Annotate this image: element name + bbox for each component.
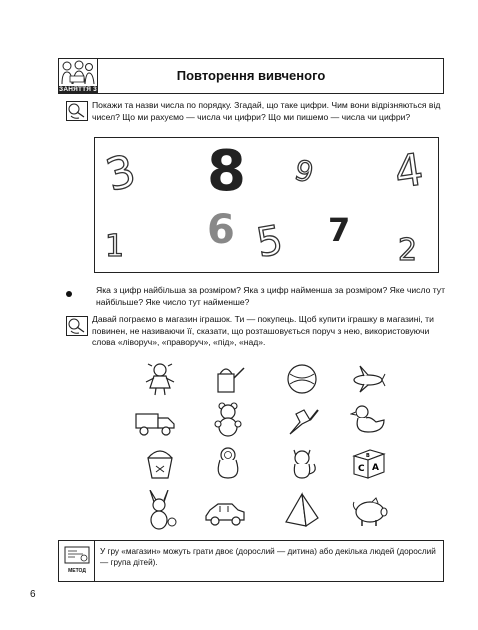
ball-icon [284,362,320,396]
digit-3: 3 [100,145,141,202]
digit-6: 6 [207,207,235,253]
digits-frame [94,137,439,273]
abc-block-icon [350,446,386,480]
teddy-bear-icon [210,402,246,436]
svg-text:B: B [366,453,370,459]
sand-bucket-icon [142,446,178,480]
watering-can-icon [210,362,246,396]
matryoshka-icon [210,446,246,480]
activity-icon-2 [66,316,88,336]
lesson-label: ЗАНЯТТЯ 3 [59,86,97,93]
cat-icon [284,446,320,480]
digit-5: 5 [253,217,287,267]
digit-8: 8 [207,139,246,204]
page-number: 6 [30,589,36,600]
method-icon-label: МЕТОД [68,568,86,574]
doll-icon [142,362,178,396]
digit-4: 4 [391,144,427,199]
airplane-icon [350,362,386,396]
pyramid-icon [284,492,320,526]
digit-1: 1 [105,229,125,264]
question-text: Яка з цифр найбільша за розміром? Яка з цифр найменша за розміром? Яке число тут найбільше? Яке число тут найменше? [96,285,446,307]
trowel-icon [284,404,320,438]
pointing-hand-icon [67,102,87,120]
section2-text: Давай пограємо в магазин іграшок. Ти — покупець. Щоб купити іграшку в магазині, ти повинен, не називаючи її, сказати, що розташовується поруч з нею, використовуючи слова «ліворуч», «праворуч», «під», «над». [92,314,434,347]
digit-7: 7 [328,211,351,249]
duck-icon [350,402,386,436]
svg-text:C: C [358,464,365,474]
svg-text:A: A [372,463,379,473]
pointing-hand-icon [67,317,87,335]
note-text: У гру «магазин» можуть грати двоє (дорослий — дитина) або декілька людей (дорослий — група дітей). [100,547,436,567]
car-icon [204,498,246,532]
bullet-icon [66,291,72,297]
bunny-icon [142,490,178,524]
note-divider [94,540,95,582]
digit-2: 2 [398,233,418,268]
page-title: Повторення вивченого [176,68,326,83]
digit-9: 9 [291,153,317,190]
method-icon [63,544,91,566]
piggy-bank-icon [350,494,386,528]
truck-icon [134,404,170,438]
section1-text: Покажи та назви числа по порядку. Згадай, що таке цифри. Чим вони відрізняються від чисел? Що ми рахуємо — числа чи цифри? Що ми пишемо — числа чи цифри? [92,100,441,122]
activity-icon [66,101,88,121]
